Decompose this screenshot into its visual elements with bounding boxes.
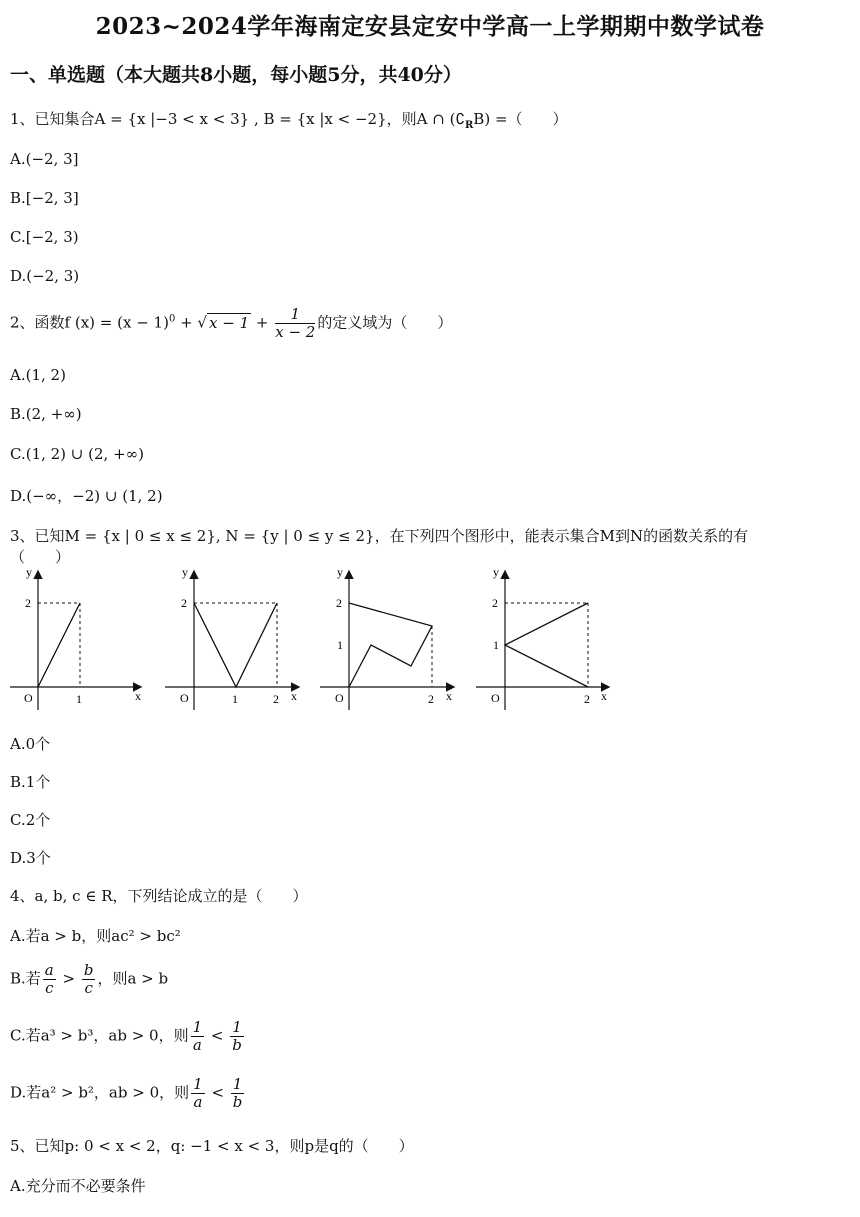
q4-option-d[interactable] bbox=[10, 1076, 246, 1111]
fraction-numerator: 1 bbox=[193, 1075, 203, 1093]
fraction-b-over-c bbox=[82, 962, 96, 997]
question-2-plus: + bbox=[251, 313, 274, 332]
q1-option-a[interactable]: A.(−2, 3] bbox=[10, 150, 79, 168]
less-than: < bbox=[206, 1026, 229, 1045]
q5-option-a[interactable]: A.充分而不必要条件 bbox=[10, 1177, 146, 1195]
q4-option-a[interactable]: A.若a > b，则ac² > bc² bbox=[10, 927, 181, 945]
page-title: 2023~2024学年海南定安县定安中学高一上学期期中数学试卷 bbox=[95, 13, 765, 40]
graph-3-tick-y2: 2 bbox=[336, 596, 342, 610]
q2-option-b[interactable]: B.(2, +∞) bbox=[10, 405, 82, 423]
exponent: 0 bbox=[168, 313, 176, 325]
graph-4-x-label: x bbox=[601, 689, 607, 703]
question-5-stem: 5、已知p: 0 < x < 2，q: −1 < x < 3，则p是q的（ ） bbox=[10, 1137, 414, 1155]
graph-4-tick-x2: 2 bbox=[584, 692, 590, 706]
question-2 bbox=[10, 306, 452, 341]
fraction-denominator: a bbox=[192, 1036, 202, 1054]
q4-option-b-pre: B.若 bbox=[10, 969, 41, 988]
question-4-stem: 4、a, b, c ∈ R，下列结论成立的是（ ） bbox=[10, 887, 308, 905]
graph-3-origin: O bbox=[335, 691, 344, 705]
graph-2-origin: O bbox=[180, 691, 189, 705]
fraction-1-over-b bbox=[230, 1019, 244, 1054]
q3-option-c[interactable]: C.2个 bbox=[10, 811, 51, 829]
graph-2 bbox=[165, 565, 298, 710]
question-2-mid: + √ bbox=[175, 313, 207, 332]
less-than: < bbox=[206, 1083, 229, 1102]
graphs-figure bbox=[0, 560, 640, 720]
q1-option-c[interactable]: C.[−2, 3) bbox=[10, 228, 79, 246]
graph-3 bbox=[320, 565, 453, 710]
q3-option-b[interactable]: B.1个 bbox=[10, 773, 51, 791]
fraction-denominator: c bbox=[45, 979, 54, 997]
graph-4-y-label: y bbox=[493, 565, 499, 579]
graph-3-tick-y1: 1 bbox=[337, 638, 343, 652]
question-3-stem-cont: （ ） bbox=[10, 548, 71, 566]
question-1 bbox=[10, 108, 568, 131]
graph-4-tick-y2: 2 bbox=[492, 596, 498, 610]
fraction-denominator: x − 2 bbox=[275, 323, 316, 341]
question-3-stem: 3、已知M = {x | 0 ≤ x ≤ 2}, N = {y | 0 ≤ y ≤ 2}，在下列四个图形中，能表示集合M到N的函数关系的有 bbox=[10, 527, 749, 545]
question-1-tail: B) =（ ） bbox=[473, 110, 568, 128]
graph-1-y-label: y bbox=[26, 565, 32, 579]
graph-1-x-label: x bbox=[135, 689, 141, 703]
fraction-denominator: c bbox=[84, 979, 93, 997]
fraction-numerator: 1 bbox=[232, 1075, 243, 1093]
graph-4-tick-y1: 1 bbox=[493, 638, 499, 652]
question-2-pre: 2、函数f (x) = (x − 1) bbox=[10, 313, 169, 332]
section-heading: 一、单选题（本大题共8小题，每小题5分，共40分） bbox=[10, 64, 462, 86]
greater-than: > bbox=[57, 969, 80, 988]
fraction-numerator: b bbox=[83, 961, 94, 979]
graph-3-y-label: y bbox=[337, 565, 343, 579]
graph-2-tick-x2: 2 bbox=[273, 692, 279, 706]
q4-option-c-pre: C.若a³ > b³，ab > 0，则 bbox=[10, 1026, 189, 1045]
graph-4-origin: O bbox=[491, 691, 500, 705]
graph-3-tick-x2: 2 bbox=[428, 692, 434, 706]
fraction-denominator: b bbox=[232, 1036, 242, 1054]
q3-option-a[interactable]: A.0个 bbox=[10, 735, 51, 753]
question-2-tail: 的定义域为（ ） bbox=[317, 313, 453, 332]
graph-3-x-label: x bbox=[446, 689, 452, 703]
q4-option-c[interactable] bbox=[10, 1019, 246, 1054]
graph-2-x-label: x bbox=[291, 689, 297, 703]
q2-option-a[interactable]: A.(1, 2) bbox=[10, 366, 66, 384]
fraction-numerator: 1 bbox=[192, 1018, 203, 1036]
fraction-denominator: b bbox=[232, 1093, 243, 1111]
complement-subscript: R bbox=[464, 120, 474, 131]
fraction-1-over-a bbox=[191, 1076, 205, 1111]
graph-1-tick-x1: 1 bbox=[76, 692, 82, 706]
graph-4 bbox=[476, 565, 608, 710]
q1-option-d[interactable]: D.(−2, 3) bbox=[10, 267, 80, 285]
graph-2-tick-y2: 2 bbox=[181, 596, 187, 610]
fraction-1-over-a bbox=[191, 1019, 205, 1054]
fraction-denominator: a bbox=[193, 1093, 203, 1111]
radicand: x − 1 bbox=[209, 313, 250, 332]
q4-option-d-pre: D.若a² > b²，ab > 0，则 bbox=[10, 1083, 190, 1102]
q3-option-d[interactable]: D.3个 bbox=[10, 849, 51, 867]
graph-1 bbox=[10, 565, 141, 710]
fraction-a-over-c bbox=[43, 962, 56, 997]
graph-2-tick-x1: 1 bbox=[232, 692, 238, 706]
q4-option-b[interactable] bbox=[10, 962, 168, 997]
q1-option-b[interactable]: B.[−2, 3] bbox=[10, 189, 79, 207]
q2-option-c[interactable]: C.(1, 2) ∪ (2, +∞) bbox=[10, 445, 144, 463]
question-1-stem: 1、已知集合A = {x |−3 < x < 3} , B = {x |x < −2}，则A ∩ (∁ bbox=[10, 110, 465, 128]
fraction-numerator: 1 bbox=[275, 306, 315, 324]
graph-2-y-label: y bbox=[182, 565, 188, 579]
fraction-numerator: a bbox=[44, 961, 54, 979]
fraction bbox=[275, 306, 315, 341]
graph-1-tick-y2: 2 bbox=[25, 596, 31, 610]
fraction-1-over-b bbox=[231, 1076, 245, 1111]
graph-1-origin: O bbox=[24, 691, 33, 705]
fraction-numerator: 1 bbox=[232, 1018, 242, 1036]
q4-option-b-tail: ，则a > b bbox=[97, 969, 169, 988]
q2-option-d[interactable]: D.(−∞，−2) ∪ (1, 2) bbox=[10, 487, 163, 505]
